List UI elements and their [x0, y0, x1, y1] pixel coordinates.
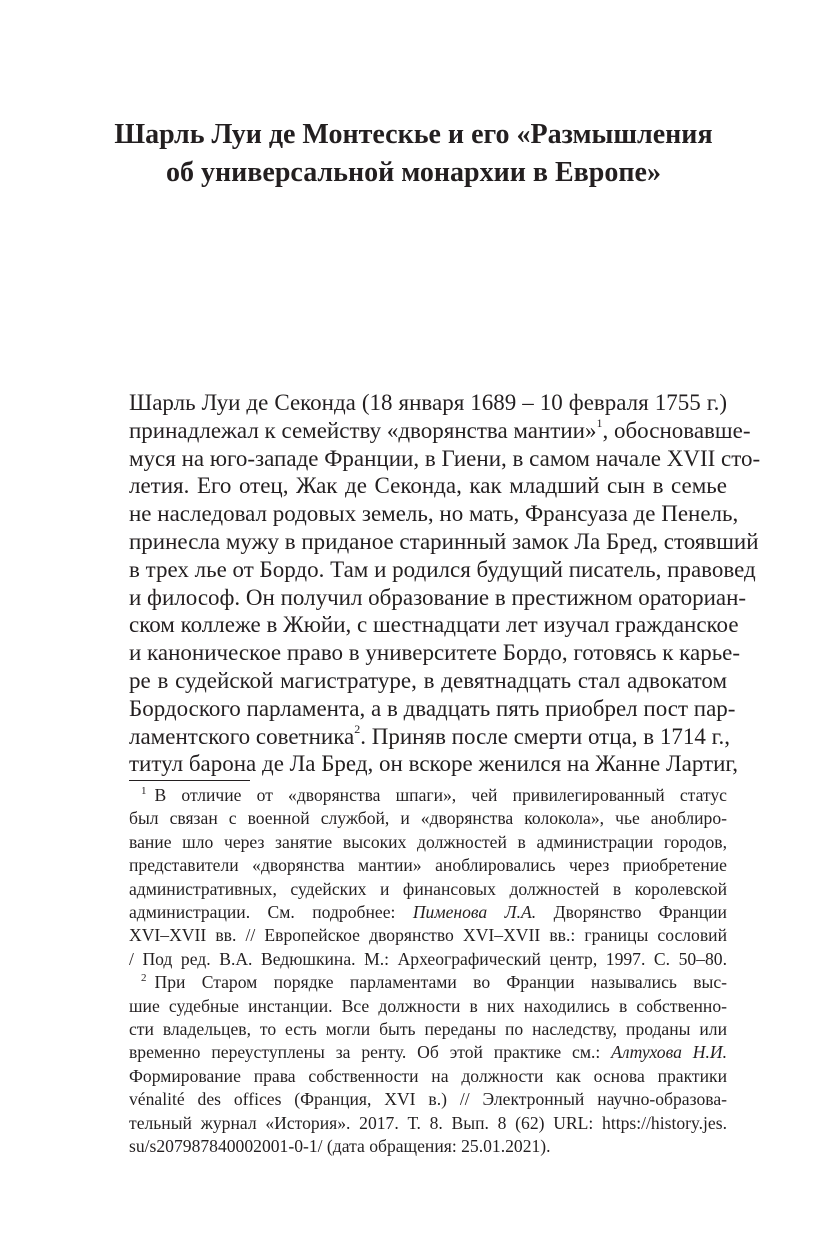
body-text-fragment: . Приняв после смерти отца, в 1714 г.,	[360, 723, 730, 749]
footnote-2-line: su/s207987840002001-0-1/ (дата обращения: 25.01.2021).	[129, 1136, 551, 1157]
footnote-1-line: административных, судейских и финансовых должностей в королевской	[129, 878, 727, 899]
footnote-1-line	[129, 784, 727, 807]
chapter-title-line-1: Шарль Луи де Монтескье и его «Размышления	[114, 119, 713, 150]
body-line: летия. Его отец, Жак де Секонда, как младший сын в семье	[129, 473, 727, 499]
footnote-2-line: Формирование права собственности на должности как основа практики	[129, 1065, 727, 1086]
footnote-1-line: был связан с военной службой, и «дворянства колокола», чье аноблиро-	[129, 808, 727, 829]
footnote-text: Дворянство Франции	[536, 902, 727, 923]
body-line: Шарль Луи де Секонда (18 января 1689 – 10 февраля 1755 г.)	[129, 390, 727, 415]
footnote-1-line: / Под ред. В.А. Ведюшкина. М.: Археографический центр, 1997. С. 50–80.	[129, 948, 727, 969]
body-line	[129, 721, 730, 751]
body-line: ском коллеже в Жюйи, с шестнадцати лет изучал гражданское	[129, 612, 739, 638]
footnote-1-line: представители «дворянства мантии» аноблировались через приобретение	[129, 855, 727, 876]
footnote-1-line	[129, 901, 727, 924]
body-line	[129, 416, 751, 445]
footnote-2-number: 2	[141, 972, 147, 985]
footnote-text: В отличие от «дворянства шпаги», чей привилегированный статус	[154, 785, 727, 805]
footnote-text: При Старом порядке парламентами во Франции назывались выс-	[154, 972, 727, 993]
footnote-ref-1[interactable]: 1	[596, 416, 603, 431]
body-line: и философ. Он получил образование в престижном ораториан-	[129, 584, 747, 610]
footnote-text: временно переуступлены за ренту. Об этой практике см.:	[129, 1042, 612, 1063]
footnote-2-line: сти владельцев, то есть могли быть переданы по наследству, проданы или	[129, 1019, 727, 1040]
body-line: титул барона де Ла Бред, он вскоре женился на Жанне Лартиг,	[129, 751, 738, 777]
footnote-2-line	[129, 1041, 727, 1064]
body-text-fragment: , обосновавше-	[602, 417, 751, 443]
body-line: и каноническое право в университете Бордо, готовясь к карье-	[129, 640, 741, 666]
chapter-title	[100, 116, 727, 192]
footnote-2-line: vénalité des offices (Франция, XVI в.) // Электронный научно-образова-	[129, 1089, 727, 1110]
body-line: ре в судейской магистратуре, в девятнадцать стал адвокатом	[129, 667, 727, 693]
footnotes	[129, 784, 727, 1159]
chapter-title-line-2: об универсальной монархии в Европе»	[166, 157, 661, 188]
body-text-fragment: ламентского советника	[129, 723, 355, 749]
body-line: муся на юго-западе Франции, в Гиени, в самом начале XVII сто-	[129, 445, 761, 471]
body-line: не наследовал родовых земель, но мать, Франсуаза де Пенель,	[129, 501, 739, 527]
body-line: принесла мужу в приданое старинный замок Ла Бред, стоявший	[129, 528, 759, 554]
body-line: в трех лье от Бордо. Там и родился будущий писатель, правовед	[129, 556, 756, 582]
footnote-1-line: XVI–XVII вв. // Европейское дворянство XVI–XVII вв.: границы сословий	[129, 925, 727, 946]
body-paragraph	[129, 389, 761, 778]
footnote-2-line: тельный журнал «История». 2017. Т. 8. Вып. 8 (62) URL: https://history.jes.	[129, 1112, 727, 1133]
footnote-text: администрации. См. подробнее:	[129, 902, 413, 923]
body-text-fragment: принадлежал к семейству «дворянства мантии»	[129, 417, 597, 443]
footnote-2-line	[129, 971, 727, 994]
footnote-author: Пименова Л.А.	[412, 902, 537, 923]
footnote-1-line: вание шло через занятие высоких должностей в администрации городов,	[129, 831, 727, 852]
footnote-ref-2[interactable]: 2	[354, 721, 361, 736]
footnote-1-number: 1	[141, 785, 147, 798]
body-line: Бордоского парламента, а в двадцать пять приобрел пост пар-	[129, 695, 736, 721]
footnote-2-line: шие судебные инстанции. Все должности в них находились в собственно-	[129, 995, 727, 1016]
footnote-separator	[129, 780, 250, 781]
footnote-author: Алтухова Н.И.	[611, 1042, 727, 1063]
